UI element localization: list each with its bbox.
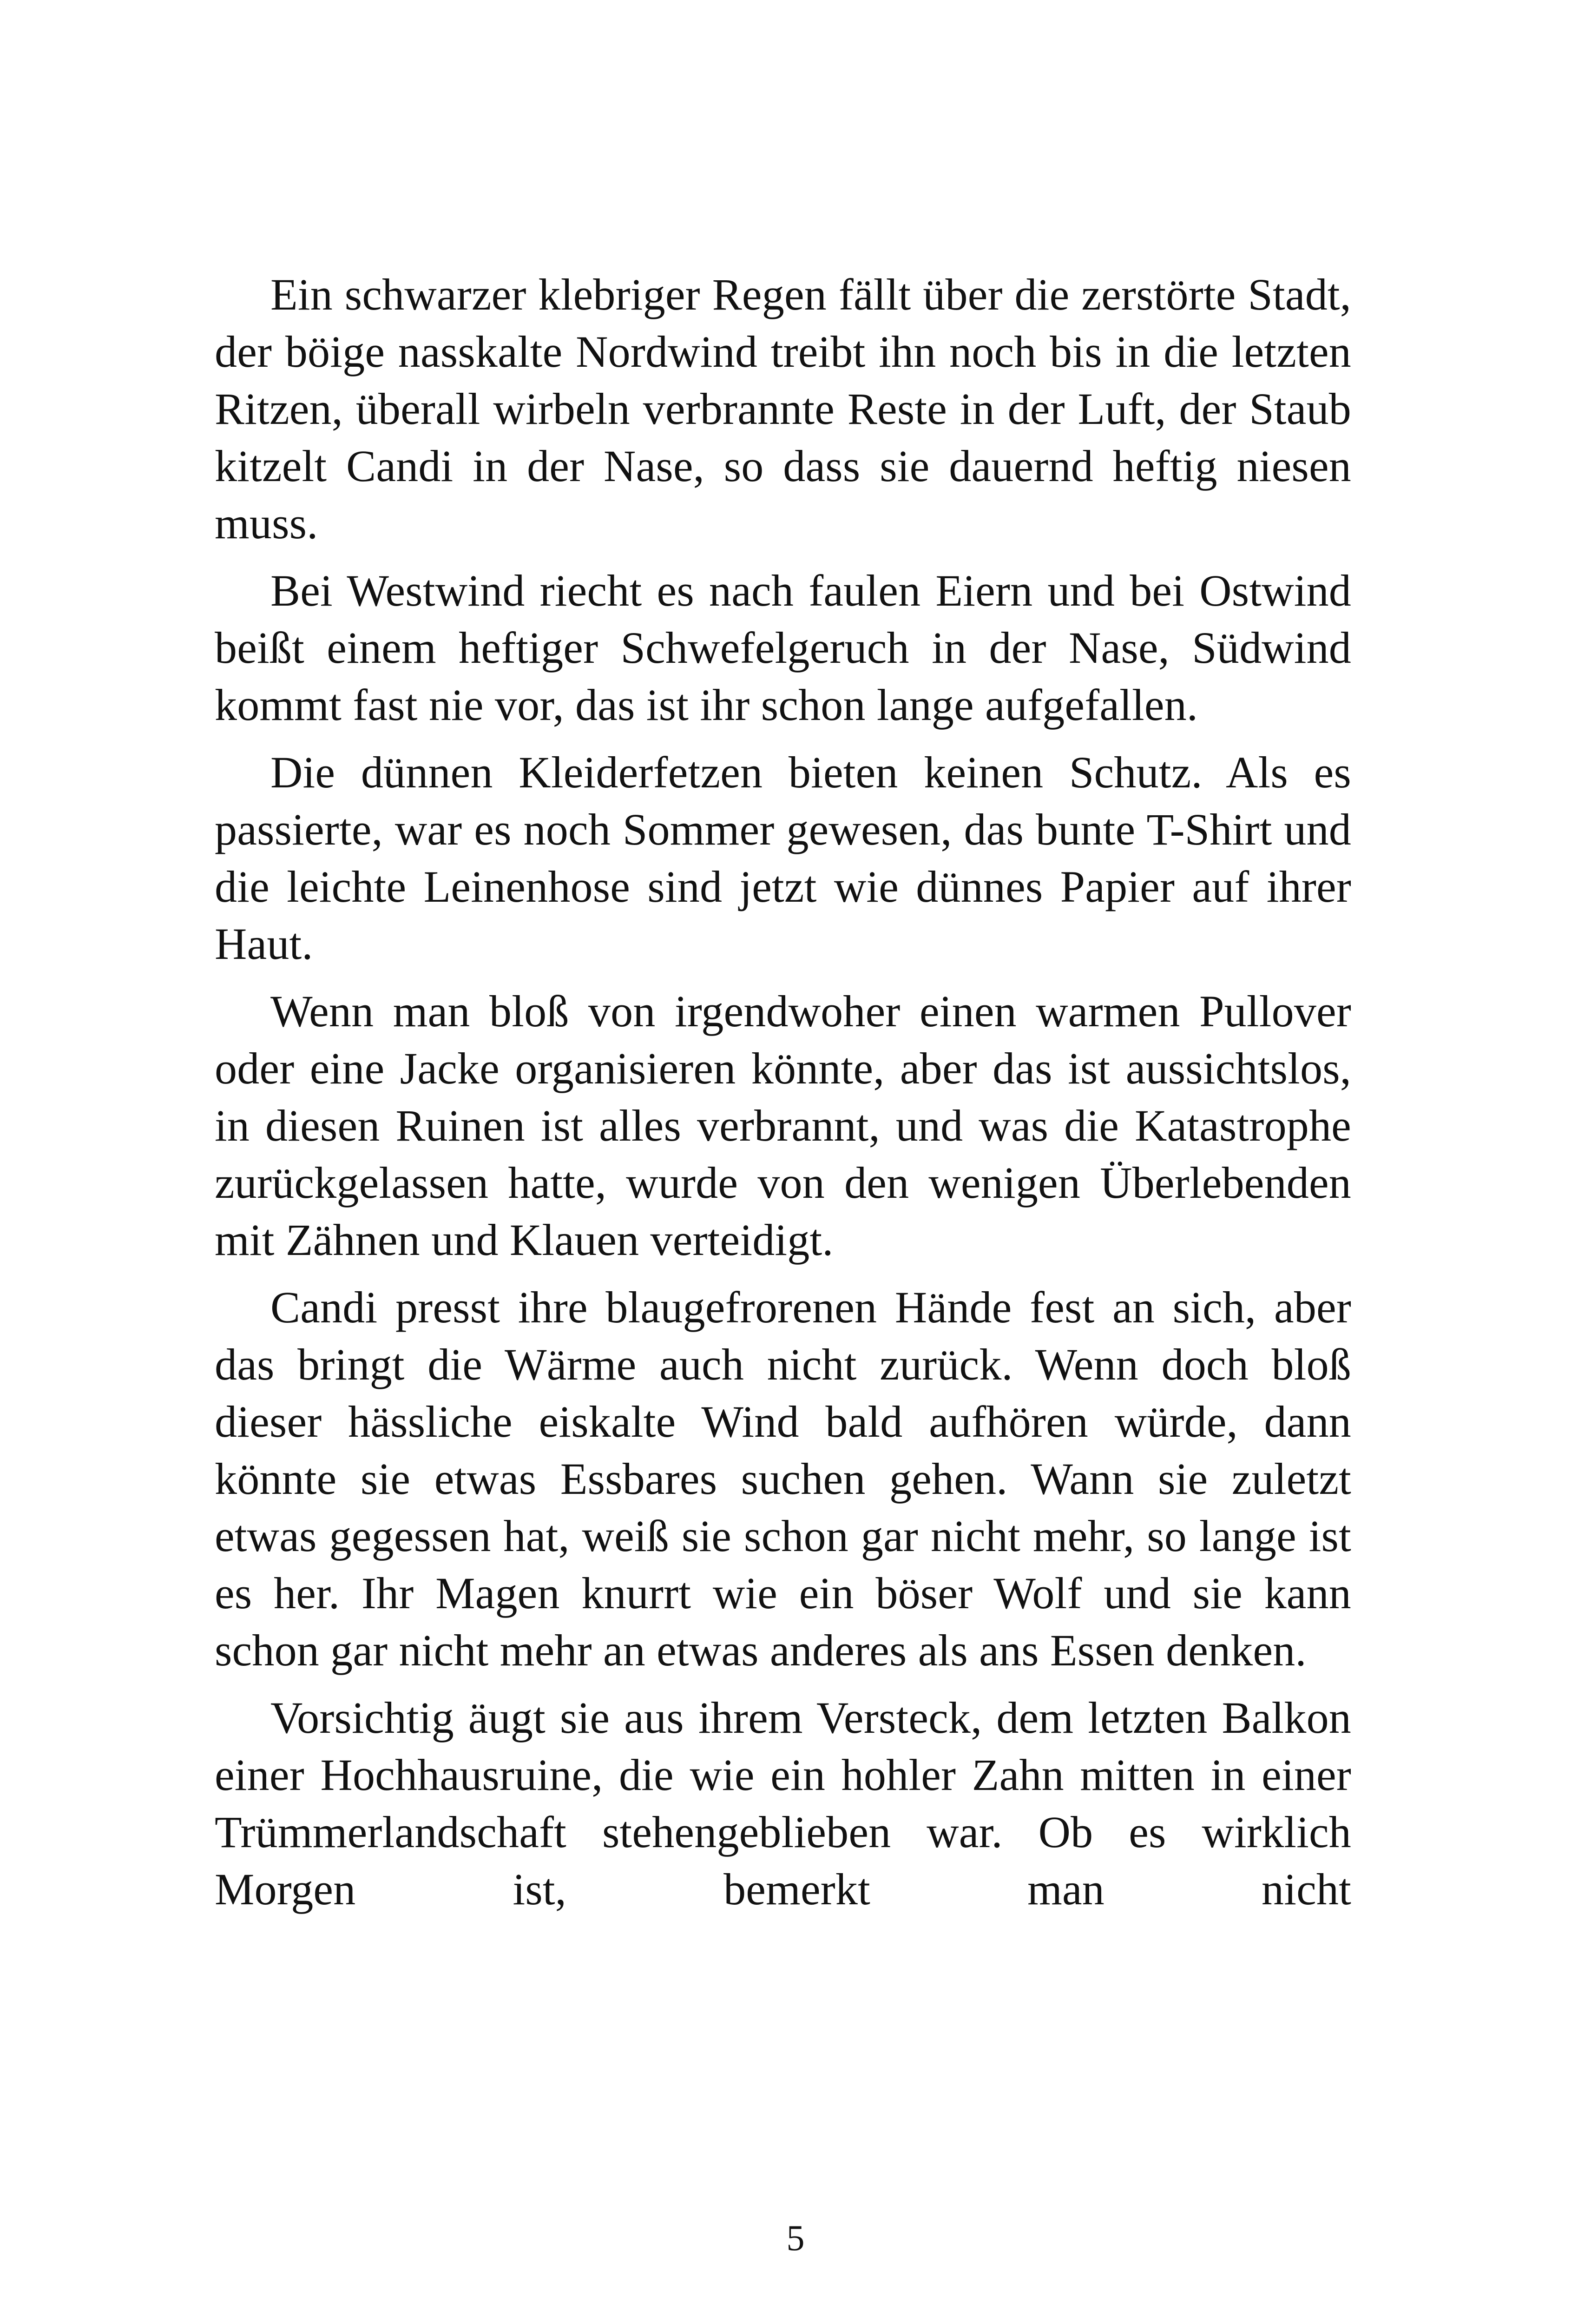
paragraph-4: Wenn man bloß von irgendwoher einen warmen Pullover oder eine Jacke organisieren könnte, aber das ist aussichtslos, in diesen Ruinen ist alles verbrannt, und was die Katastrophe zurückgelassen hatte, wurde von den wenigen Überlebenden mit Zähnen und Klauen verteidigt.: [215, 986, 1351, 1265]
body-text: [215, 266, 1351, 1918]
paragraph-6: Vorsichtig äugt sie aus ihrem Versteck, dem letzten Balkon einer Hochhausruine, die wie ein hohler Zahn mitten in einer Trümmerlandschaft stehengeblieben war. Ob es wirklich Morgen ist, bemerkt man nicht: [215, 1693, 1351, 1914]
paragraph-5: Candi presst ihre blaugefrorenen Hände fest an sich, aber das bringt die Wärme auch nicht zurück. Wenn doch bloß dieser hässliche eiskalte Wind bald aufhören würde, dann könnte sie etwas Essbares suchen gehen. Wann sie zuletzt etwas gegessen hat, weiß sie schon gar nicht mehr, so lange ist es her. Ihr Magen knurrt wie ein böser Wolf und sie kann schon gar nicht mehr an etwas anderes als ans Essen denken.: [215, 1282, 1351, 1675]
page-number: 5: [786, 2218, 805, 2258]
paragraph-2: Bei Westwind riecht es nach faulen Eiern und bei Ostwind beißt einem heftiger Schwefelgeruch in der Nase, Südwind kommt fast nie vor, das ist ihr schon lange aufgefallen.: [215, 566, 1351, 730]
paragraph-3: Die dünnen Kleiderfetzen bieten keinen Schutz. Als es passierte, war es noch Sommer gewesen, das bunte T-Shirt und die leichte Leinenhose sind jetzt wie dünnes Papier auf ihrer Haut.: [215, 747, 1351, 969]
paragraph-1: Ein schwarzer klebriger Regen fällt über die zerstörte Stadt, der böige nasskalte Nordwind treibt ihn noch bis in die letzten Ritzen, überall wirbeln verbrannte Reste in der Luft, der Staub kitzelt Candi in der Nase, so dass sie dauernd heftig niesen muss.: [215, 270, 1351, 548]
